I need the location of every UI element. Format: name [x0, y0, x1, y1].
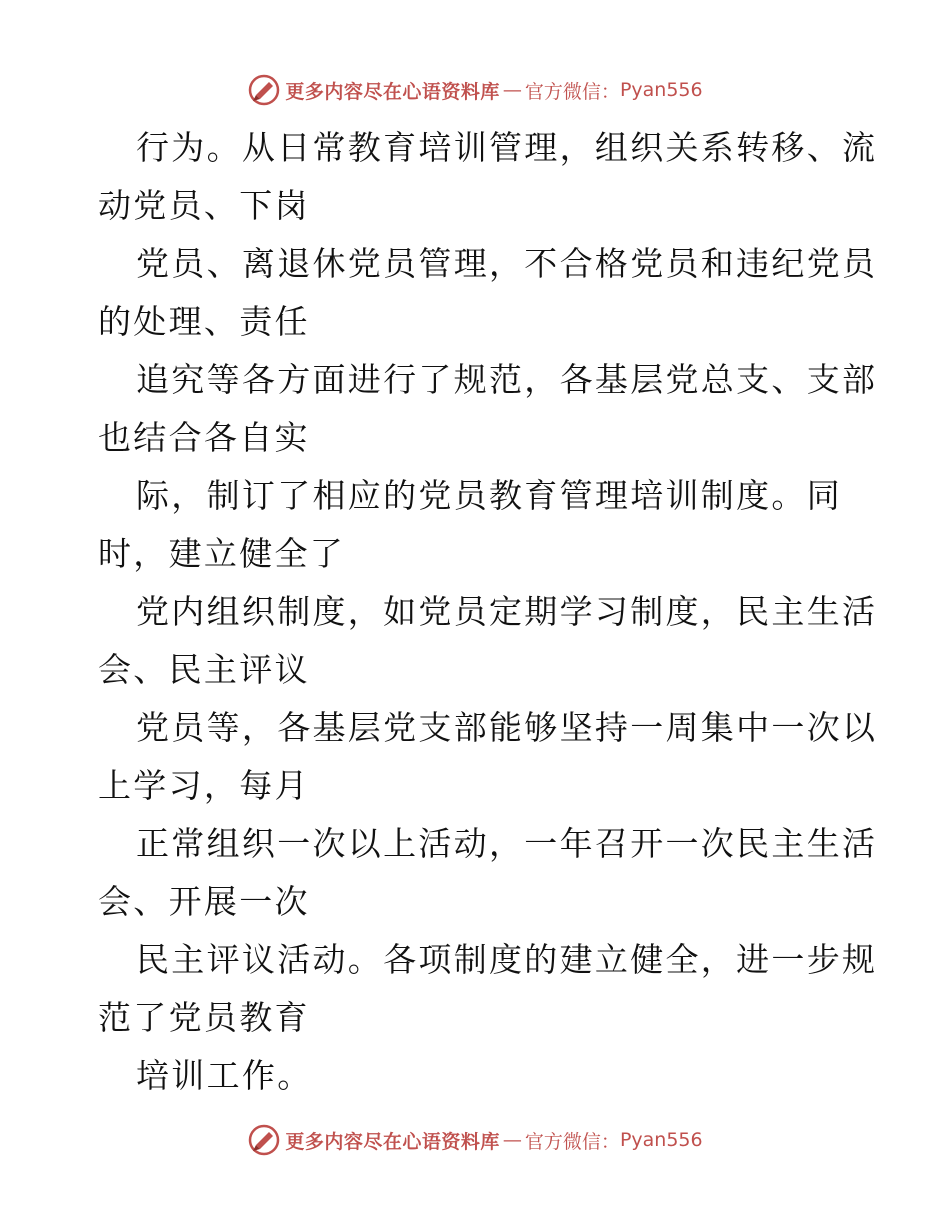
- body-line: 的处理、责任: [98, 302, 310, 341]
- body-line: 时，建立健全了: [98, 534, 346, 573]
- header-banner: [0, 70, 950, 110]
- body-line: 范了党员教育: [98, 998, 310, 1037]
- banner-title: 更多内容尽在心语资料库: [285, 80, 500, 103]
- body-line: 上学习，每月: [98, 766, 310, 805]
- body-line: 培训工作。: [136, 1056, 313, 1095]
- body-line: 会、开展一次: [98, 882, 310, 921]
- logo-icon: [247, 1123, 281, 1157]
- body-line: 正常组织一次以上活动，一年召开一次民主生活: [136, 824, 878, 863]
- body-line: 党员、离退休党员管理，不合格党员和违纪党员: [136, 244, 878, 283]
- banner-wechat-id: Pyan556: [619, 79, 703, 101]
- body-line: 民主评议活动。各项制度的建立健全，进一步规: [136, 940, 878, 979]
- body-line: 行为。从日常教育培训管理，组织关系转移、流: [136, 128, 878, 167]
- body-line: 动党员、下岗: [98, 186, 310, 225]
- logo-icon: [247, 73, 281, 107]
- body-line: 党员等，各基层党支部能够坚持一周集中一次以: [136, 708, 878, 747]
- body-line: 会、民主评议: [98, 650, 310, 689]
- banner-wechat-label: 官方微信：: [524, 1130, 620, 1153]
- banner-wechat-id: Pyan556: [619, 1129, 703, 1151]
- footer-banner: [0, 1120, 950, 1160]
- banner-dash: —: [502, 79, 522, 101]
- body-line: 追究等各方面进行了规范，各基层党总支、支部: [136, 360, 878, 399]
- body-line: 党内组织制度，如党员定期学习制度，民主生活: [136, 592, 878, 631]
- banner-title: 更多内容尽在心语资料库: [285, 1130, 500, 1153]
- banner-wechat-label: 官方微信：: [524, 80, 620, 103]
- body-line: 际，制订了相应的党员教育管理培训制度。同: [136, 476, 842, 515]
- body-line: 也结合各自实: [98, 418, 310, 457]
- banner-dash: —: [502, 1129, 522, 1151]
- document-body: [98, 119, 878, 1105]
